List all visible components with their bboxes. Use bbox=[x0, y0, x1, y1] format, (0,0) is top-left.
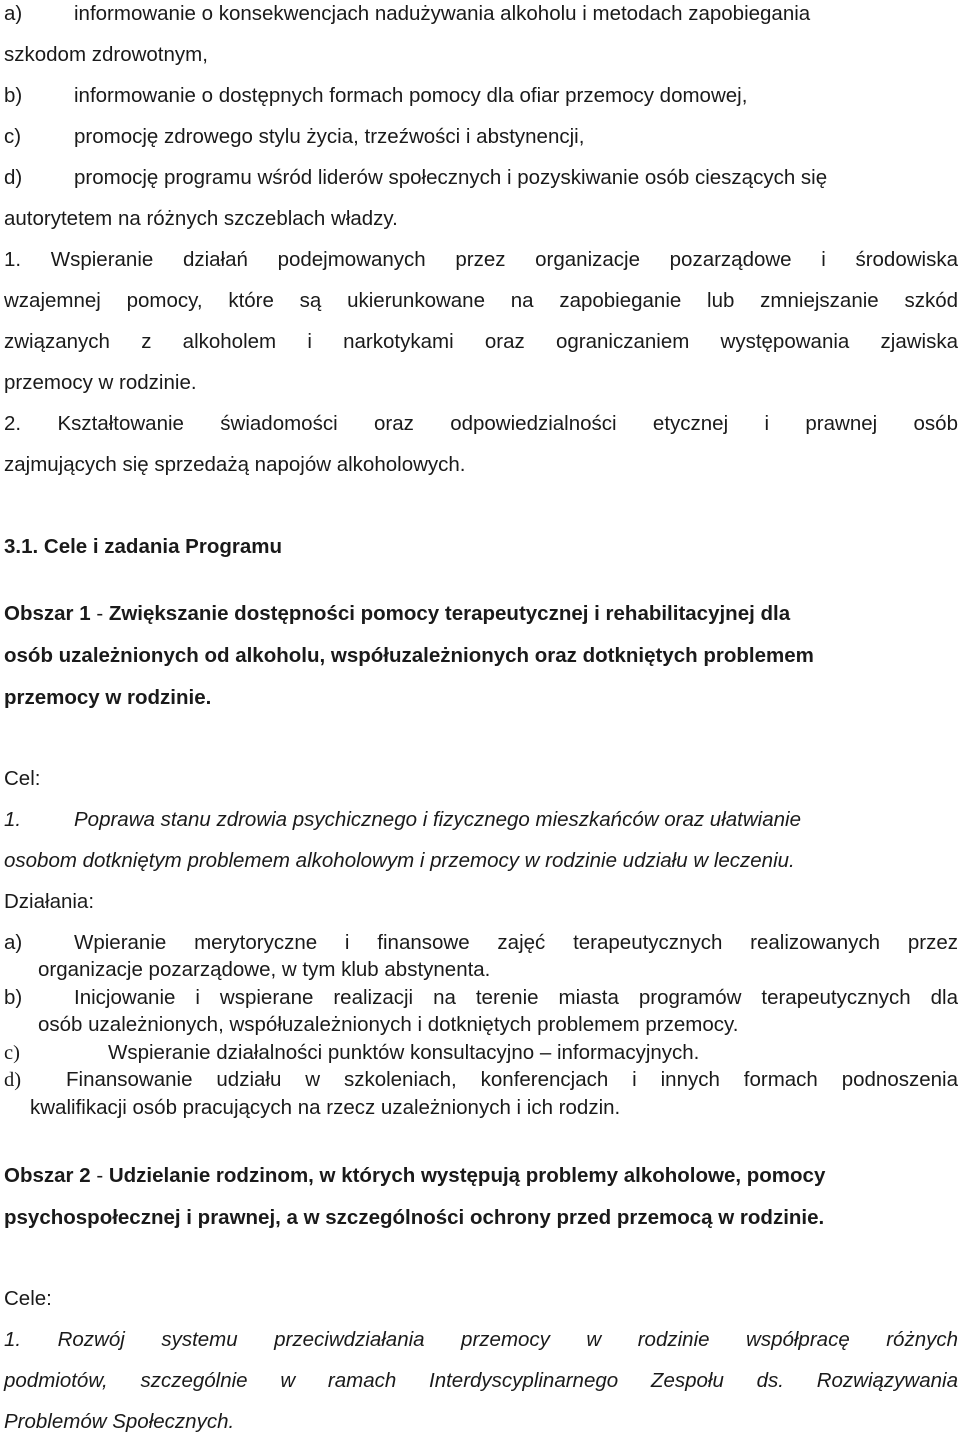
dzialania-label-a: a) bbox=[4, 931, 23, 954]
list-item-a-line2: szkodom zdrowotnym, bbox=[4, 43, 208, 66]
section-heading: 3.1. Cele i zadania Programu bbox=[4, 535, 282, 558]
obszar-2-dash: - bbox=[96, 1164, 104, 1187]
dzialania-d-line2: kwalifikacji osób pracujących na rzecz uzależnionych i ich rodzin. bbox=[30, 1096, 621, 1119]
paragraph-1-line1: 1. Wspieranie działań podejmowanych przez organizacje pozarządowe i środowiska bbox=[4, 248, 958, 271]
cele-1-line1: 1. Rozwój systemu przeciwdziałania przemocy w rodzinie współpracę różnych bbox=[4, 1328, 958, 1351]
list-item-c: promocję zdrowego stylu życia, trzeźwości i abstynencji, bbox=[74, 125, 585, 148]
list-label-a: a) bbox=[4, 2, 23, 25]
dzialania-label-d: d) bbox=[4, 1069, 22, 1091]
list-item-a-line1: informowanie o konsekwencjach nadużywania alkoholu i metodach zapobiegania bbox=[74, 2, 811, 25]
obszar-2-heading-line2: psychospołecznej i prawnej, a w szczególności ochrony przed przemocą w rodzinie. bbox=[4, 1206, 825, 1229]
dzialania-a-line2: organizacje pozarządowe, w tym klub abstynenta. bbox=[38, 958, 491, 981]
paragraph-2-line2: zajmujących się sprzedażą napojów alkoholowych. bbox=[4, 453, 466, 476]
obszar-1-prefix: Obszar 1 bbox=[4, 602, 91, 625]
obszar-2-title: Udzielanie rodzinom, w których występują problemy alkoholowe, pomocy bbox=[108, 1164, 826, 1187]
cele-heading: Cele: bbox=[4, 1287, 52, 1310]
paragraph-2-line1: 2. Kształtowanie świadomości oraz odpowiedzialności etycznej i prawnej osób bbox=[4, 412, 958, 435]
obszar-1-title: Zwiększanie dostępności pomocy terapeutycznej i rehabilitacyjnej dla bbox=[108, 602, 791, 625]
obszar-1-heading-line2: osób uzależnionych od alkoholu, współuzależnionych oraz dotkniętych problemem bbox=[4, 644, 814, 667]
paragraph-1-line2: wzajemnej pomocy, które są ukierunkowane na zapobieganie lub zmniejszanie szkód bbox=[4, 289, 958, 312]
dzialania-heading: Działania: bbox=[4, 890, 95, 913]
dzialania-d-line1: Finansowanie udziału w szkoleniach, konferencjach i innych formach podnoszenia bbox=[66, 1068, 958, 1091]
list-label-b: b) bbox=[4, 84, 23, 107]
cele-1-line3: Problemów Społecznych. bbox=[4, 1410, 235, 1433]
dzialania-b-line2: osób uzależnionych, współuzależnionych i dotkniętych problemem przemocy. bbox=[38, 1013, 739, 1036]
list-label-d: d) bbox=[4, 166, 23, 189]
list-item-b: informowanie o dostępnych formach pomocy dla ofiar przemocy domowej, bbox=[74, 84, 748, 107]
list-label-c: c) bbox=[4, 125, 22, 148]
list-item-d-line1: promocję programu wśród liderów społecznych i pozyskiwanie osób cieszących się bbox=[74, 166, 828, 189]
dzialania-a-line1: Wpieranie merytoryczne i finansowe zajęć terapeutycznych realizowanych przez bbox=[74, 931, 958, 954]
cel-1-number: 1. bbox=[4, 808, 22, 831]
obszar-2-prefix: Obszar 2 bbox=[4, 1164, 91, 1187]
paragraph-1-line3: związanych z alkoholem i narkotykami oraz ograniczaniem występowania zjawiska bbox=[4, 330, 958, 353]
cel-1-line2: osobom dotkniętym problemem alkoholowym i przemocy w rodzinie udziału w leczeniu. bbox=[4, 849, 795, 872]
obszar-1-dash: - bbox=[96, 602, 104, 625]
dzialania-c: Wspieranie działalności punktów konsultacyjno – informacyjnych. bbox=[108, 1041, 700, 1064]
paragraph-1-line4: przemocy w rodzinie. bbox=[4, 371, 197, 394]
obszar-1-heading-line1 bbox=[4, 604, 790, 625]
dzialania-label-c: c) bbox=[4, 1042, 20, 1064]
cel-1-line1: Poprawa stanu zdrowia psychicznego i fizycznego mieszkańców oraz ułatwianie bbox=[74, 808, 801, 831]
dzialania-label-b: b) bbox=[4, 986, 23, 1009]
list-item-d-line2: autorytetem na różnych szczeblach władzy. bbox=[4, 207, 398, 230]
obszar-1-heading-line3: przemocy w rodzinie. bbox=[4, 686, 212, 709]
cel-heading: Cel: bbox=[4, 767, 41, 790]
dzialania-b-line1: Inicjowanie i wspierane realizacji na terenie miasta programów terapeutycznych dla bbox=[74, 986, 958, 1009]
obszar-2-heading-line1 bbox=[4, 1166, 825, 1187]
cele-1-line2: podmiotów, szczególnie w ramach Interdyscyplinarnego Zespołu ds. Rozwiązywania bbox=[4, 1369, 958, 1392]
